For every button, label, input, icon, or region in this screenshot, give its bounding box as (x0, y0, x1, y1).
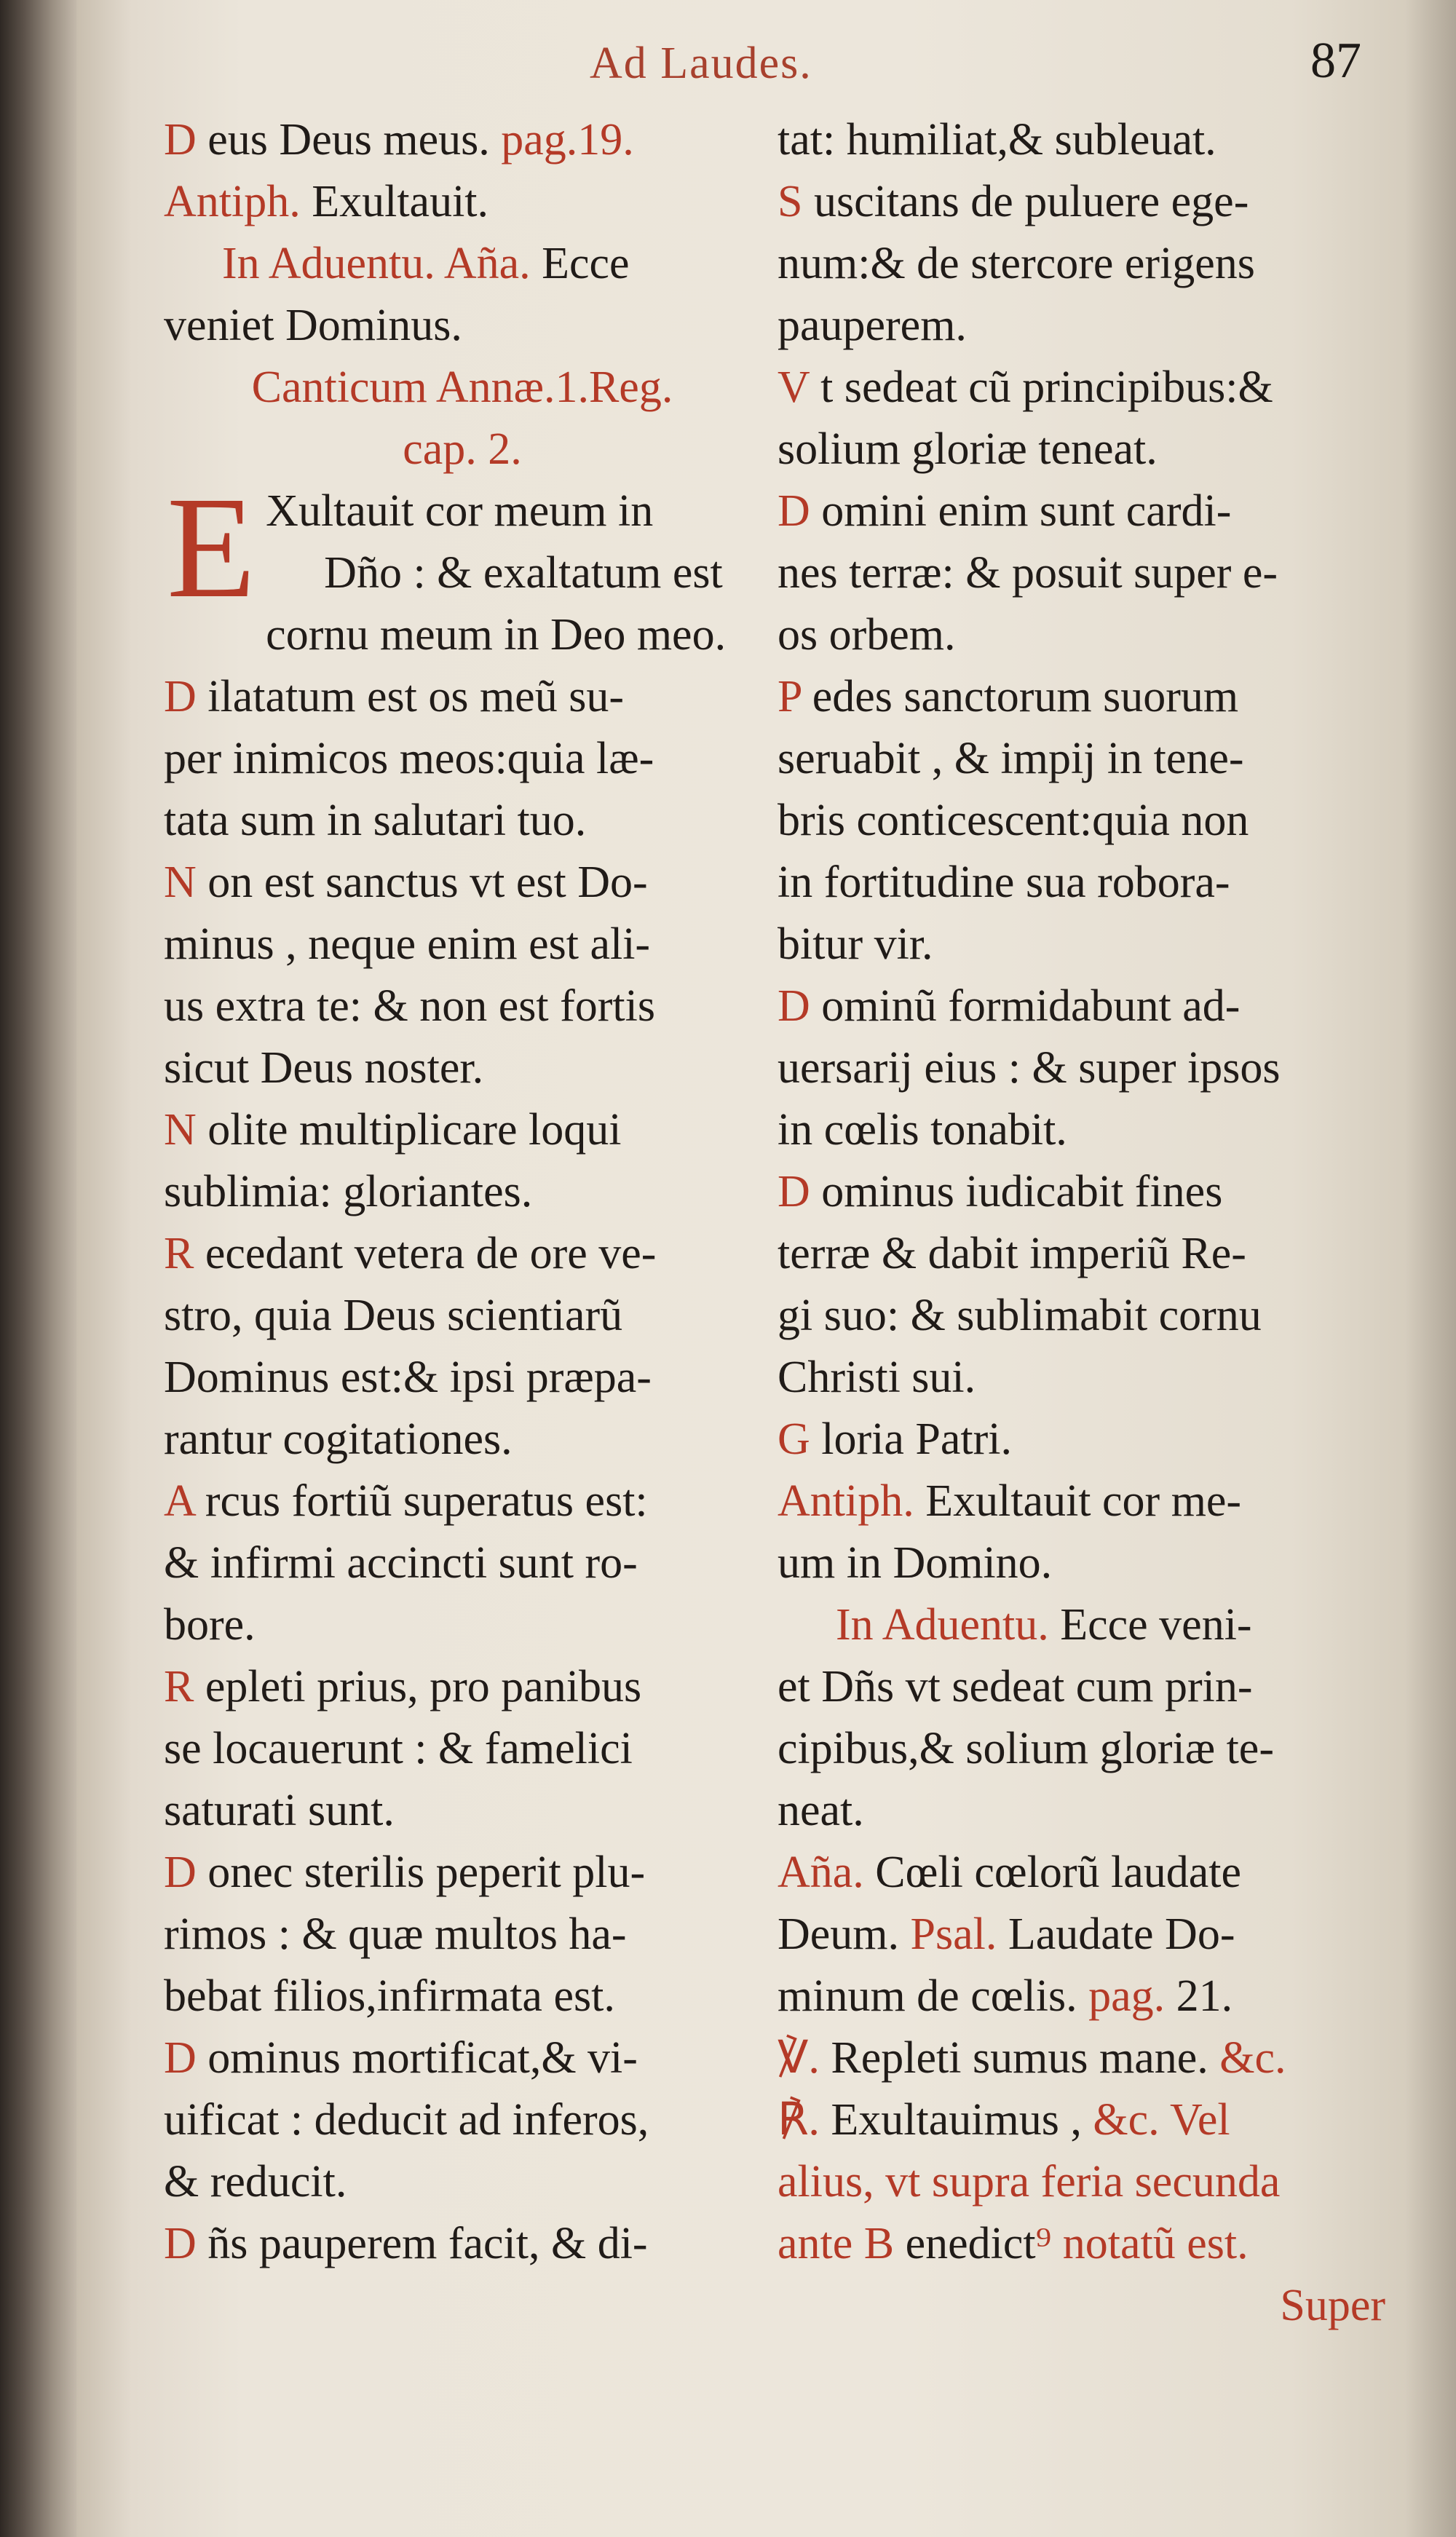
right-column (778, 109, 1385, 2330)
body-text: Exultauimus , (819, 2095, 1093, 2145)
body-text: num:& de stercore erigens (778, 239, 1255, 288)
rubric-text: Canticum Annæ.1.Reg. (251, 363, 673, 412)
text-line (778, 1471, 1385, 1532)
rubric-text: ⁹ notatũ est. (1035, 2219, 1249, 2268)
body-text: tata sum in salutari tuo. (164, 796, 587, 845)
rubric-text: S (778, 177, 803, 226)
body-text: ominus mortificat,& vi- (196, 2033, 638, 2083)
body-text: uscitans de puluere ege- (802, 177, 1249, 226)
body-text: os orbem. (778, 610, 956, 660)
rubric-text: &c. Vel (1093, 2095, 1230, 2145)
text-line (778, 1037, 1385, 1099)
left-column (164, 109, 761, 2293)
text-line (778, 1409, 1385, 1471)
body-text: rcus fortiũ superatus est: (194, 1476, 648, 1526)
body-text: omini enim sunt cardi- (810, 486, 1232, 536)
text-line (164, 728, 761, 790)
rubric-text: R (164, 1662, 194, 1711)
body-text: bitur vir. (778, 919, 933, 969)
text-line (164, 852, 761, 914)
body-text: in cœlis tonabit. (778, 1105, 1067, 1155)
text-line (778, 1594, 1385, 1656)
text-line (778, 2275, 1385, 2337)
body-text: saturati sunt. (164, 1786, 395, 1835)
text-line (164, 109, 761, 171)
text-line (778, 419, 1385, 480)
rubric-text: In Aduentu. Aña. (222, 239, 531, 288)
text-line (164, 2213, 761, 2275)
rubric-text: D (164, 1848, 197, 1897)
body-text: nes terræ: & posuit super e- (778, 548, 1278, 598)
body-text: in fortitudine sua robora- (778, 858, 1230, 907)
body-text: Cœli cœlorũ laudate (863, 1848, 1242, 1897)
page-gutter (0, 0, 76, 2537)
body-text: on est sanctus vt est Do- (196, 858, 648, 907)
text-line (778, 1656, 1385, 1718)
text-line (164, 1842, 761, 1904)
drop-cap: E (167, 467, 256, 628)
text-line (164, 2089, 761, 2151)
text-line (778, 1532, 1385, 1594)
text-line (164, 1223, 761, 1285)
body-text: se locauerunt : & famelici (164, 1724, 633, 1773)
body-text: & infirmi accincti sunt ro- (164, 1538, 638, 1588)
body-text: Exultauit. (300, 177, 489, 226)
text-line (778, 790, 1385, 852)
rubric-text: pag.19. (501, 115, 634, 165)
rubric-text: R (164, 1229, 194, 1278)
rubric-text: Super (1280, 2281, 1385, 2330)
text-line (164, 1656, 761, 1718)
body-text: pauperem. (778, 301, 967, 350)
text-line (778, 604, 1385, 666)
body-text: Dño : & exaltatum est (324, 548, 723, 598)
text-line (778, 233, 1385, 295)
page-edge-shadow (1405, 0, 1456, 2537)
body-text: & reducit. (164, 2157, 347, 2206)
text-line (164, 1347, 761, 1409)
text-line (778, 1347, 1385, 1409)
text-line (778, 1285, 1385, 1347)
body-text: rantur cogitationes. (164, 1414, 513, 1464)
rubric-text: alius, vt supra feria secunda (778, 2157, 1281, 2206)
text-line (778, 2089, 1385, 2151)
body-text: Xultauit cor meum in (266, 486, 654, 536)
body-text: terræ & dabit imperiũ Re- (778, 1229, 1246, 1278)
rubric-text: ℣. (778, 2033, 820, 2083)
text-line (164, 2151, 761, 2213)
text-line (164, 171, 761, 233)
text-line (164, 1285, 761, 1347)
rubric-text: In Aduentu. (836, 1600, 1049, 1650)
body-text: 21. (1165, 1971, 1233, 2021)
text-line (778, 2213, 1385, 2275)
rubric-text: A (164, 1476, 194, 1526)
text-line (164, 1409, 761, 1471)
text-line (164, 1718, 761, 1780)
text-line (164, 233, 761, 295)
body-text: solium gloriæ teneat. (778, 424, 1158, 474)
rubric-text: Antiph. (164, 177, 301, 226)
body-text: minum de cœlis. (778, 1971, 1089, 2021)
rubric-text: D (164, 2033, 197, 2083)
text-line (164, 1966, 761, 2027)
body-text: Deum. (778, 1909, 911, 1959)
text-line (778, 1223, 1385, 1285)
text-line (164, 1471, 761, 1532)
body-text: ñs pauperem facit, & di- (196, 2219, 648, 2268)
text-line (778, 666, 1385, 728)
rubric-text: D (164, 2219, 197, 2268)
body-text: t sedeat cũ principibus:& (809, 363, 1273, 412)
rubric-text: D (778, 981, 810, 1031)
text-line (778, 2027, 1385, 2089)
text-line (266, 542, 761, 604)
body-text: stro, quia Deus scientiarũ (164, 1291, 623, 1340)
body-text: gi suo: & sublimabit cornu (778, 1291, 1262, 1340)
body-text: loria Patri. (810, 1414, 1012, 1464)
text-line (778, 542, 1385, 604)
page-number: 87 (1310, 33, 1361, 89)
body-text: bore. (164, 1600, 256, 1650)
rubric-text: V (778, 363, 810, 412)
text-line (778, 1099, 1385, 1161)
text-line (778, 295, 1385, 357)
body-text: uificat : deducit ad inferos, (164, 2095, 649, 2145)
text-line (266, 604, 761, 666)
body-text: sicut Deus noster. (164, 1043, 484, 1093)
rubric-text: ante B (778, 2219, 895, 2268)
rubric-text: &c. (1219, 2033, 1286, 2083)
body-text: rimos : & quæ multos ha- (164, 1909, 627, 1959)
text-line (164, 1780, 761, 1842)
body-text: Ecce (530, 239, 630, 288)
rubric-text: pag. (1088, 1971, 1166, 2021)
rubric-text: N (164, 858, 197, 907)
text-line (778, 975, 1385, 1037)
body-text: ominus iudicabit fines (810, 1167, 1223, 1216)
text-line (164, 1037, 761, 1099)
running-title: Ad Laudes. (590, 39, 812, 88)
text-line (164, 2027, 761, 2089)
rubric-text: G (778, 1414, 810, 1464)
rubric-text: Antiph. (778, 1476, 914, 1526)
page-header (0, 28, 1456, 93)
text-line (164, 666, 761, 728)
rubric-text: D (778, 486, 810, 536)
body-text: us extra te: & non est fortis (164, 981, 655, 1031)
body-text: um in Domino. (778, 1538, 1053, 1588)
body-text: bris conticescent:quia non (778, 796, 1249, 845)
text-line (778, 1966, 1385, 2027)
rubric-text: D (164, 672, 197, 721)
body-text: bebat filios,infirmata est. (164, 1971, 615, 2021)
body-text: olite multiplicare loqui (196, 1105, 622, 1155)
body-text: ominũ formidabunt ad- (810, 981, 1241, 1031)
text-line (164, 975, 761, 1037)
body-text: sublimia: gloriantes. (164, 1167, 533, 1216)
body-text: Ecce veni- (1048, 1600, 1252, 1650)
text-line (164, 790, 761, 852)
body-text: veniet Dominus. (164, 301, 462, 350)
text-line (778, 1904, 1385, 1966)
rubric-text: cap. 2. (403, 424, 522, 474)
body-text: neat. (778, 1786, 864, 1835)
rubric-text: N (164, 1105, 197, 1155)
rubric-text: Aña. (778, 1848, 864, 1897)
body-text: ilatatum est os meũ su- (196, 672, 624, 721)
text-line (778, 171, 1385, 233)
body-text: Exultauit cor me- (914, 1476, 1242, 1526)
body-text: Dominus est:& ipsi præpa- (164, 1353, 652, 1402)
text-line (778, 1161, 1385, 1223)
text-line (164, 357, 761, 419)
body-text: Laudate Do- (997, 1909, 1235, 1959)
body-text: minus , neque enim est ali- (164, 919, 651, 969)
body-text: per inimicos meos:quia læ- (164, 734, 654, 783)
body-text: cornu meum in Deo meo. (266, 610, 727, 660)
text-line (164, 1099, 761, 1161)
body-text: eus Deus meus. (196, 115, 502, 165)
rubric-text: D (164, 115, 197, 165)
body-text: epleti prius, pro panibus (194, 1662, 642, 1711)
body-text: uersarij eius : & super ipsos (778, 1043, 1281, 1093)
text-line (164, 914, 761, 975)
rubric-text: P (778, 672, 802, 721)
rubric-text: ℟. (778, 2095, 820, 2145)
body-text: ecedant vetera de ore ve- (194, 1229, 657, 1278)
body-text: Christi sui. (778, 1353, 976, 1402)
text-line (778, 357, 1385, 419)
text-line (778, 2151, 1385, 2213)
text-line (778, 1780, 1385, 1842)
text-line (164, 1594, 761, 1656)
text-line (778, 480, 1385, 542)
text-line (778, 109, 1385, 171)
body-text: enedict (894, 2219, 1036, 2268)
body-text: onec sterilis peperit plu- (196, 1848, 646, 1897)
body-text: tat: humiliat,& subleuat. (778, 115, 1216, 165)
text-line (778, 728, 1385, 790)
text-line (164, 1161, 761, 1223)
text-line (778, 914, 1385, 975)
rubric-text: Psal. (910, 1909, 997, 1959)
text-line (778, 852, 1385, 914)
body-text: edes sanctorum suorum (801, 672, 1239, 721)
text-line (164, 1532, 761, 1594)
text-line (164, 295, 761, 357)
body-text: cipibus,& solium gloriæ te- (778, 1724, 1274, 1773)
body-text: Repleti sumus mane. (819, 2033, 1220, 2083)
rubric-text: D (778, 1167, 810, 1216)
text-line (778, 1718, 1385, 1780)
text-line (778, 1842, 1385, 1904)
body-text: et Dñs vt sedeat cum prin- (778, 1662, 1253, 1711)
body-text: seruabit , & impij in tene- (778, 734, 1244, 783)
text-line (164, 1904, 761, 1966)
